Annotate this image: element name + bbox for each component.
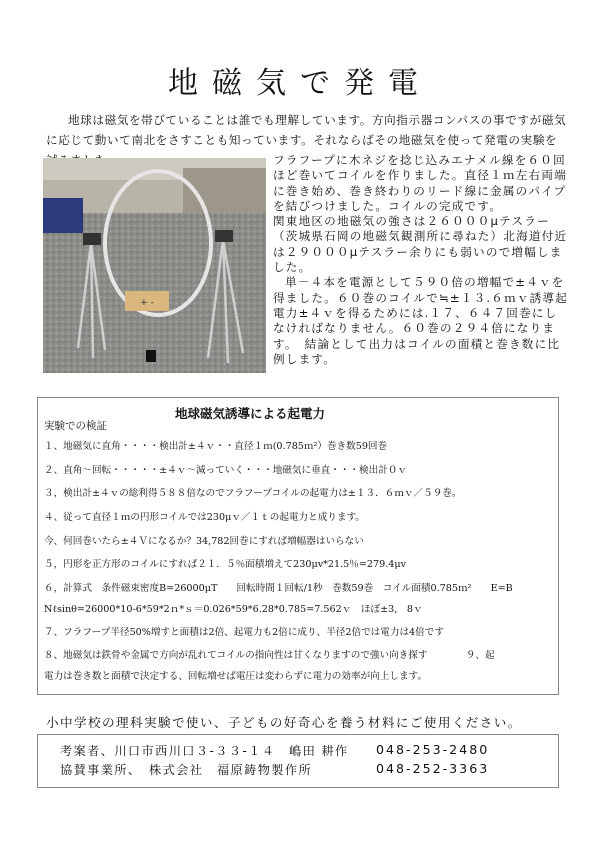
description-result: 単－４本を電源として５９０倍の増幅で±４ｖを得ました。６０巻のコイルで≒±１３.６ｍｖ誘導起電力±４ｖを得るためには.１７、６４７回巻にしなければなりません。６０巻の２９４倍になります。 結論として出力はコイルの面積と巻き数に比例します。	[273, 275, 569, 366]
verification-line: ４、従って直径１ｍの円形コイルでは230μｖ／１ｔの起電力と成ります。	[44, 512, 365, 523]
description-coil: フラフープに木ネジを捻じ込みエナメル線を６０回ほど巻いてコイルを作りました。直径１ｍ左右両端に巻き始め、巻き終わりのリード線に金属のパイプを結びつけました。コイルの完成です。	[273, 153, 567, 213]
verification-line: ３，検出計±４ｖの総利得５８８倍なのでフラフープコイルの起電力は±１３．６ｍｖ／５９巻。	[44, 488, 462, 499]
experiment-description	[273, 153, 569, 367]
inventor-line: 考案者、川口市西川口３-３３-１４ 嶋田 耕作	[60, 744, 349, 758]
verification-subheading: 実験での検証	[44, 420, 107, 432]
verification-line: Nℓsinθ=26000*10-6*59*2ｎ*ｓ＝0.026*59*6.28*0.785=7.562ｖ ほぼ±3, 8ｖ	[44, 604, 423, 615]
description-magnetism: 関東地区の地磁気の強さは２６０００μテスラー（茨城県石岡の地磁気観測所に尋ねた）北海道付近は２９０００μテスラー余りにも弱いので増幅しました。	[273, 214, 568, 275]
inventor-phone: 048-253-2480	[376, 742, 490, 757]
verification-heading: 地球磁気誘導による起電力	[175, 406, 326, 421]
experiment-photo	[43, 158, 266, 373]
board-label: + -	[140, 298, 154, 308]
meter	[146, 350, 156, 362]
verification-line: ７、フラフープ半径50%増すと面積は2倍、起電力も2倍に成り、半径2倍では電力は4倍です	[44, 627, 444, 638]
intro-paragraph: 地球は磁気を帯びていることは誰でも理解しています。方向指示器コンパスの事ですが磁気に応じて動いて南北をさすことも知っています。それならばその地磁気を使って発電の実験を	[46, 113, 567, 147]
closing-message: 小中学校の理科実験で使い、子どもの好奇心を養う材料にご使用ください。	[46, 715, 522, 730]
page-title: 地磁気で発電	[168, 66, 432, 101]
verification-line: ５，円形を正方形のコイルにすれば２１．５％面積増えて230μv*21.5％=279.4μv	[44, 559, 407, 570]
sponsor-line: 協賛事業所、 株式会社 福原鋳物製作所	[60, 763, 313, 777]
verification-line: ８、地磁気は鉄骨や金属で方向が乱れてコイルの指向性は甘くなりますので強い向き探す ９、起	[44, 650, 495, 661]
verification-line: ２、直角～回転・・・・・±４ｖ～減っていく・・・地磁気に垂直・・・検出計０ｖ	[44, 465, 408, 476]
experiment-photo-drawing	[43, 158, 266, 373]
verification-line: １、地磁気に直角・・・・検出計±４ｖ・・直径１ｍ(0.785ｍ²）巻き数59回巻	[44, 441, 388, 452]
contact-box	[37, 734, 559, 788]
blue-bicycle	[43, 198, 83, 233]
sponsor-phone: 048-252-3363	[376, 761, 490, 776]
verification-line: 今、何回巻いたら±４Ｖになるか？34,782回巻にすれば増幅器はいらない	[44, 536, 364, 547]
verification-line: ６，計算式 条件磁束密度B=26000μT 回転時間１回転/1秒 巻数59巻 コイル面積0.785ｍ² E=B	[44, 583, 513, 594]
verification-line: 電力は巻き数と面積で決定する、回転増せば電圧は変わらずに電力の効率が向上します。	[44, 671, 427, 682]
verification-box	[37, 397, 559, 695]
